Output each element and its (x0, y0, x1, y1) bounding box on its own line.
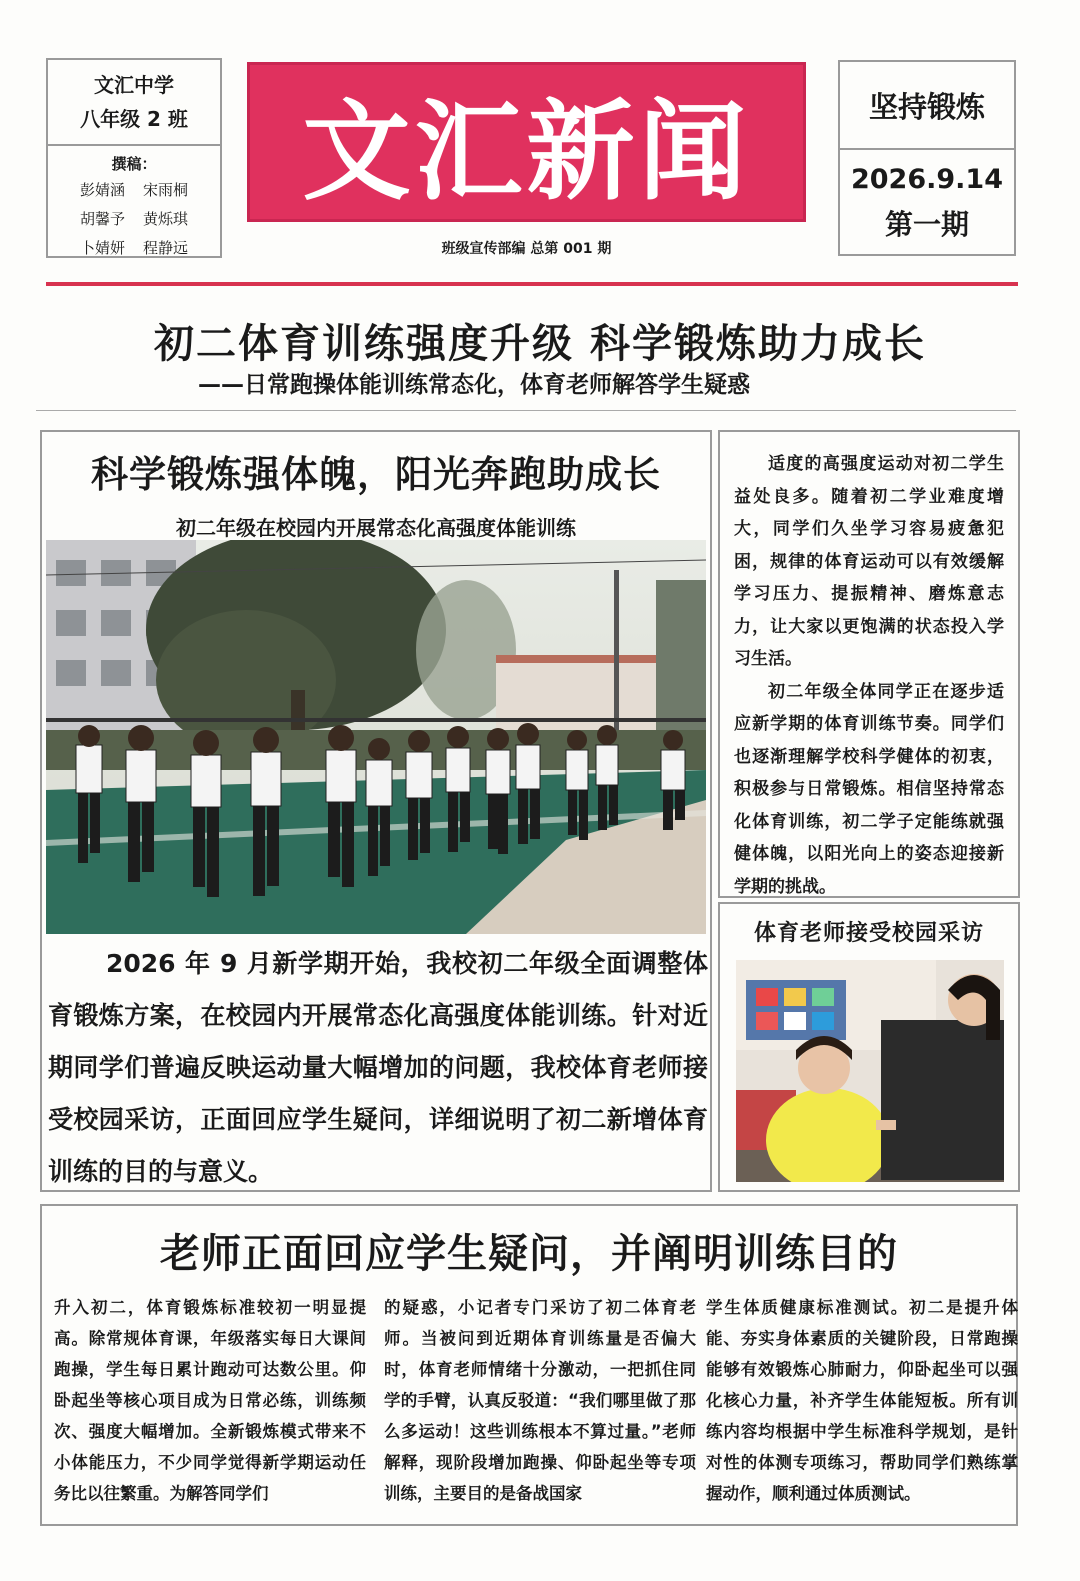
writer: 黄烁琪 (143, 210, 189, 228)
bottom-article-title: 老师正面回应学生疑问，并阐明训练目的 (160, 1231, 898, 1277)
masthead-banner (247, 62, 806, 222)
writer: 胡馨予 (79, 210, 125, 228)
writer: 程静远 (143, 239, 189, 257)
class-name: 八年级 2 班 (80, 107, 188, 131)
school-info-box (46, 58, 222, 258)
issue-info-box (838, 60, 1016, 256)
article-column: 的疑惑，小记者专门采访了初二体育老师。当被问到近期体育训练量是否偏大时，体育老师情绪十分激动，一把抓住同学的手臂，认真反驳道：“我们哪里做了那么多运动！这些训练根本不算过量。”老师解释，现阶段增加跑操、仰卧起坐等专项训练，主要目的是备战国家 (384, 1298, 696, 1503)
interview-title: 体育老师接受校园采访 (753, 920, 984, 946)
school-name: 文汇中学 (94, 73, 174, 97)
article-title: 科学锻炼强体魄，阳光奔跑助成长 (91, 452, 661, 496)
article-body: 2026 年 9 月新学期开始，我校初二年级全面调整体育锻炼方案，在校园内开展常态化高强度体能训练。针对近期同学们普遍反映运动量大幅增加的问题，我校体育老师接受校园采访，正面回应学生疑问，详细说明了初二新增体育训练的目的与意义。 (48, 949, 708, 1186)
side-paragraph: 初二年级全体同学正在逐步适应新学期的体育训练节奏。同学们也逐渐理解学校科学健体的初衷，积极参与日常锻炼。相信坚持常态化体育训练，初二学子定能练就强健体魄，以阳光向上的姿态迎接新学期的挑战。 (734, 681, 1004, 897)
article-subtitle: 初二年级在校园内开展常态化高强度体能训练 (176, 516, 576, 540)
header-divider (46, 282, 1018, 286)
issue-date: 2026.9.14 (850, 164, 1004, 195)
lead-subheadline: ——日常跑操体能训练常态化，体育老师解答学生疑惑 (198, 372, 750, 398)
edition-line: 班级宣传部编 总第 001 期 (441, 241, 612, 257)
bottom-article (40, 1204, 1018, 1526)
newspaper-title: 文汇新闻 (302, 89, 751, 215)
writer: 卜婧妍 (79, 239, 125, 257)
writers-list (48, 146, 220, 263)
issue-number: 第一期 (884, 208, 969, 241)
writer: 宋雨桐 (143, 181, 189, 199)
article-column: 升入初二，体育锻炼标准较初一明显提高。除常规体育课，年级落实每日大课间跑操，学生每日累计跑动可达数公里。仰卧起坐等核心项目成为日常必练，训练频次、强度大幅增加。全新锻炼模式带来不小体能压力，不少同学觉得新学期运动任务比以往繁重。为解答同学们 (54, 1298, 366, 1503)
main-article (40, 430, 712, 1192)
interview-photo (736, 960, 1004, 1182)
article-column: 学生体质健康标准测试。初二是提升体能、夯实身体素质的关键阶段，日常跑操能够有效锻炼心肺耐力，仰卧起坐可以强化核心力量，补齐学生体能短板。所有训练内容均根据中学生标准科学规划，是针对性的体测专项练习，帮助同学们熟练掌握动作，顺利通过体质测试。 (706, 1298, 1018, 1503)
writer: 彭婧涵 (79, 181, 125, 199)
side-column (718, 430, 1020, 898)
writers-label: 撰稿： (111, 155, 157, 173)
interview-box (718, 902, 1020, 1192)
side-paragraph: 适度的高强度运动对初二学生益处良多。随着初二学业难度增大，同学们久坐学习容易疲惫犯困，规律的体育运动可以有效缓解学习压力、提振精神、磨炼意志力，让大家以更饱满的状态投入学习生活。 (734, 454, 1004, 669)
headline-divider (36, 410, 1016, 411)
lead-headline: 初二体育训练强度升级 科学锻炼助力成长 (154, 320, 926, 367)
motto: 坚持锻炼 (840, 62, 1014, 150)
running-students-photo (46, 540, 706, 934)
